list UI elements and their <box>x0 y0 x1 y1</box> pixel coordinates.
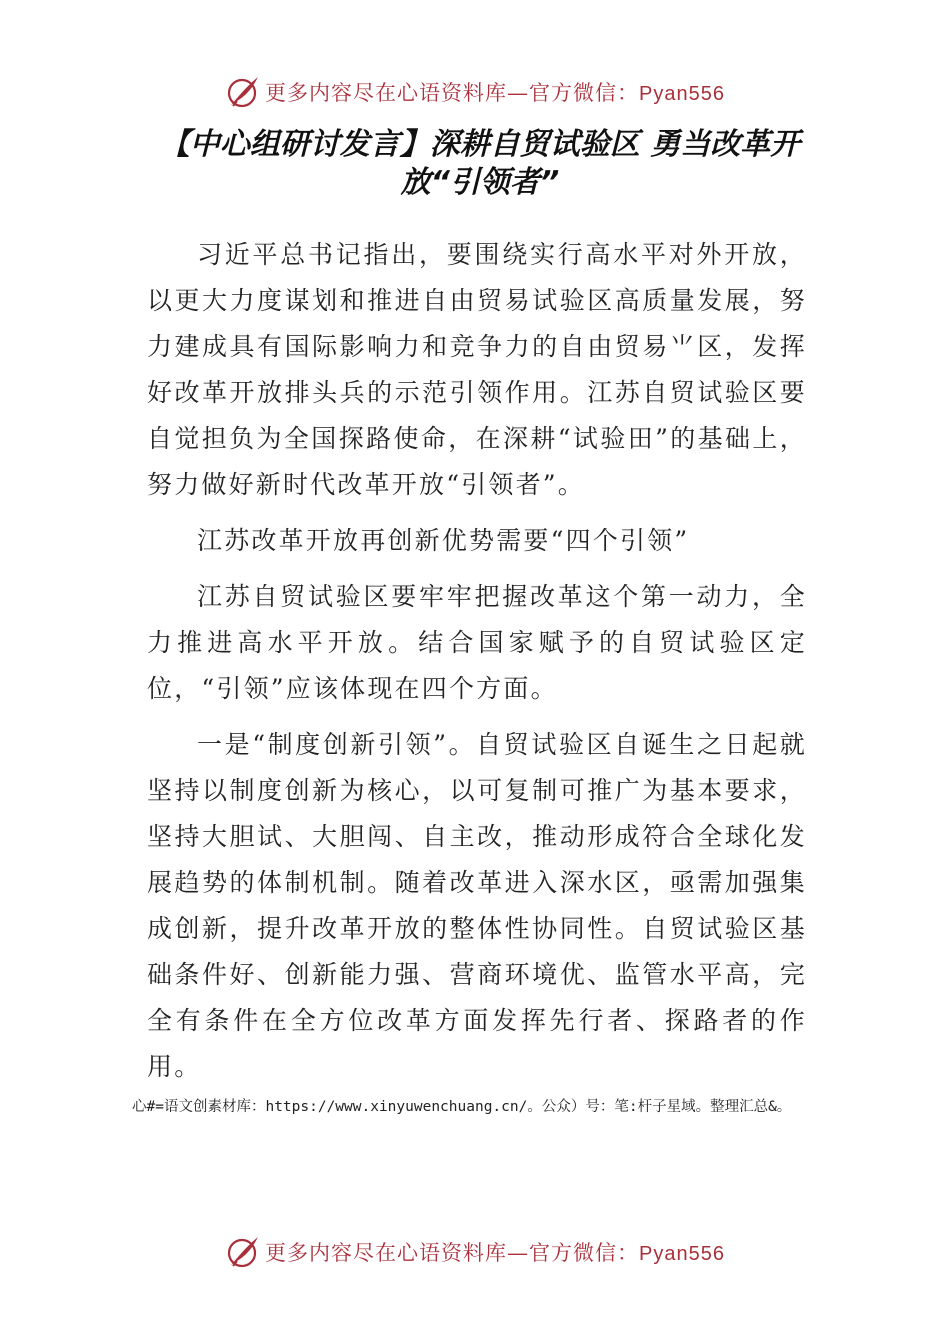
article-body <box>147 232 807 1090</box>
wechat-id: Pyan556 <box>639 83 725 105</box>
banner-text: 更多内容尽在心语资料库—官方微信：Pyan556 <box>265 81 725 105</box>
footer-banner <box>0 1232 950 1272</box>
paragraph-2: 江苏改革开放再创新优势需要“四个引领” <box>197 526 690 555</box>
paragraph-3: 江苏自贸试验区要牢牢把握改革这个第一动力，全力推进高水平开放。结合国家赋予的自贸试验区定位，“引领”应该体现在四个方面。 <box>147 582 807 703</box>
quill-circle-icon <box>225 74 261 110</box>
quill-circle-icon <box>225 1234 261 1270</box>
banner-text: 更多内容尽在心语资料库—官方微信：Pyan556 <box>265 1241 725 1265</box>
header-banner <box>0 72 950 112</box>
paragraph-1: 习近平总书记指出，要围绕实行高水平对外开放，以更大力度谋划和推进自由贸易试验区高质量发展，努力建成具有国际影响力和竞争力的自由贸易⺌区，发挥好改革开放排头兵的示范引领作用。江苏自贸试验区要自觉担负为全国探路使命，在深耕“试验田”的基础上，努力做好新时代改革开放“引领者”。 <box>147 240 807 499</box>
wechat-id: Pyan556 <box>639 1243 725 1265</box>
paragraph-4: 一是“制度创新引领”。自贸试验区自诞生之日起就坚持以制度创新为核心，以可复制可推广为基本要求，坚持大胆试、大胆闯、自主改，推动形成符合全球化发展趋势的体制机制。随着改革进入深水区，亟需加强集成创新，提升改革开放的整体性协同性。自贸试验区基础条件好、创新能力强、营商环境优、监管水平高，完全有条件在全方位改革方面发挥先行者、探路者的作用。 <box>147 730 807 1081</box>
page-title: 【中心组研讨发言】深耕自贸试验区 勇当改革开放“引领者” <box>159 127 801 200</box>
source-footnote: 心#=语文创素材库：https://www.xinyuwenchuang.cn/。公众）号：笔:杆子星域。整理汇总&。 <box>132 1099 792 1115</box>
